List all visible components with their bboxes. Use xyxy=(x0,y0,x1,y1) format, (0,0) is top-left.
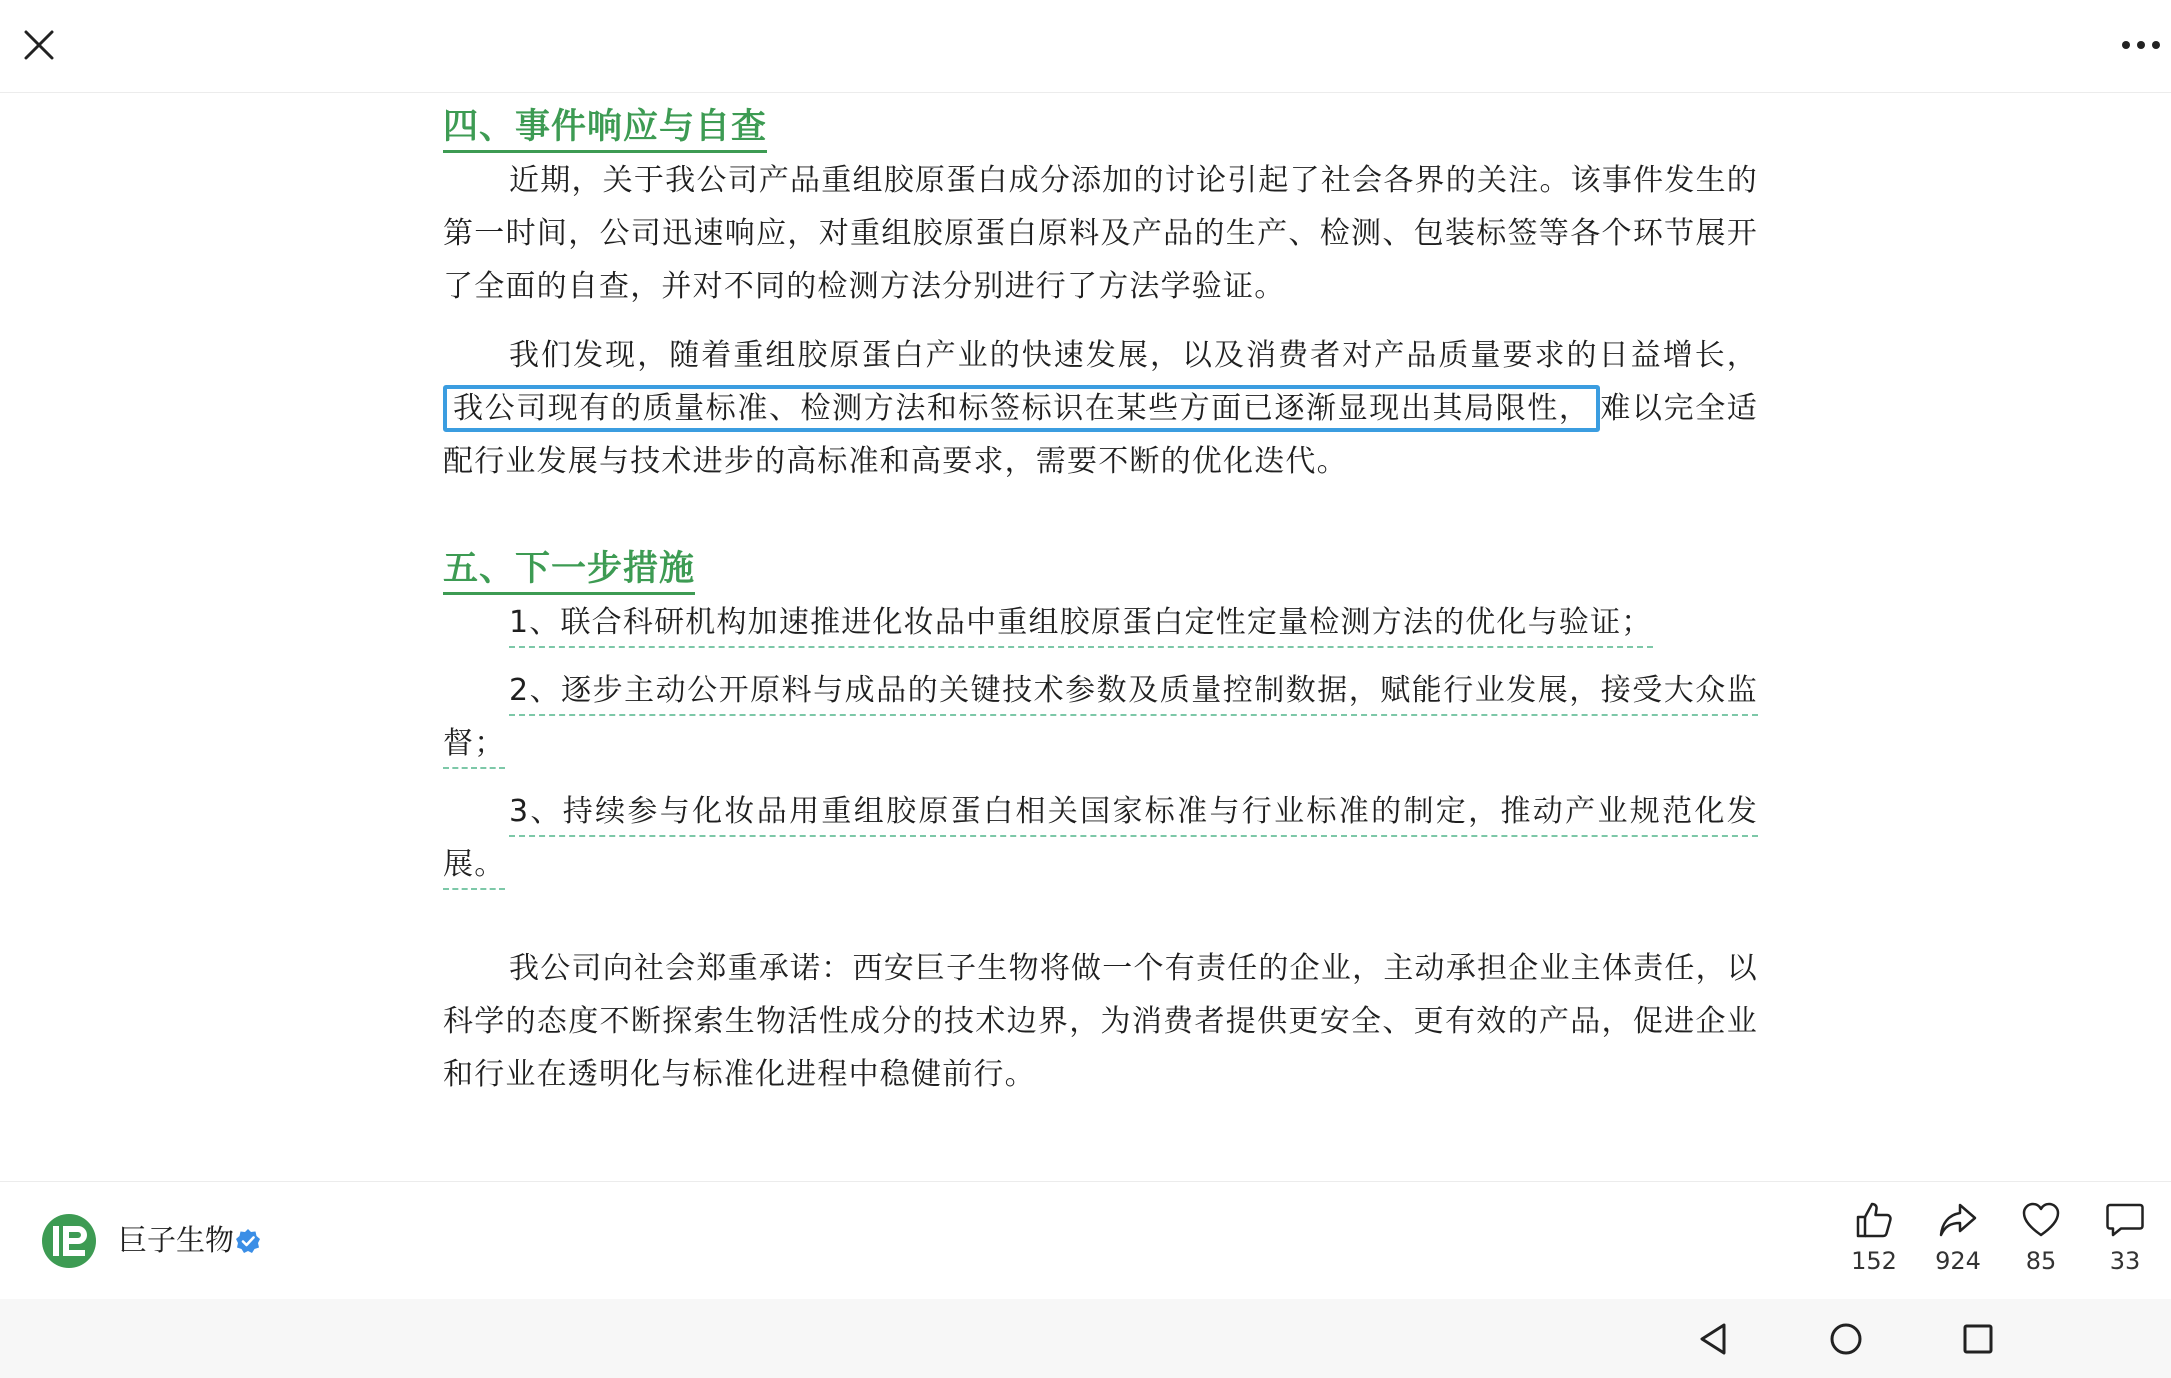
section-title-event-response: 四、事件响应与自查 xyxy=(443,105,767,153)
back-triangle-icon xyxy=(1697,1322,1731,1356)
thumbs-up-icon xyxy=(1854,1200,1894,1240)
home-nav-button[interactable] xyxy=(1824,1317,1868,1361)
top-bar xyxy=(0,0,2171,93)
heart-icon xyxy=(2021,1200,2061,1240)
comment-count: 33 xyxy=(2109,1247,2141,1275)
verified-badge-icon xyxy=(235,1228,261,1254)
findings-text-start: 我们发现，随着重组胶原蛋白产业的快速发展，以及消费者对产品质量要求的日益增长， xyxy=(509,338,1758,373)
recents-nav-button[interactable] xyxy=(1956,1317,2000,1361)
share-count: 924 xyxy=(1935,1247,1981,1275)
paragraph-commitment: 我公司向社会郑重承诺：西安巨子生物将做一个有责任的企业，主动承担企业主体责任，以科学的态度不断探索生物活性成分的技术边界，为消费者提供更安全、更有效的产品，促进企业和行业在透明化与标准化进程中稳健前行。 xyxy=(443,951,1758,1092)
company-logo-icon xyxy=(40,1212,98,1270)
avatar[interactable] xyxy=(40,1212,98,1270)
next-step-item-2-text: 2、逐步主动公开原料与成品的关键技术参数及质量控制数据，赋能行业发展，接受大众监督； xyxy=(443,673,1758,769)
author-name[interactable]: 巨子生物 xyxy=(118,1223,235,1257)
share-icon xyxy=(1938,1200,1978,1240)
share-button[interactable] xyxy=(1923,1200,1993,1290)
more-options-button[interactable] xyxy=(2111,16,2171,74)
like-button[interactable] xyxy=(1839,1200,1909,1290)
system-nav-bar xyxy=(0,1299,2171,1378)
home-circle-icon xyxy=(1829,1322,1863,1356)
more-horizontal-icon xyxy=(2121,40,2161,50)
back-nav-button[interactable] xyxy=(1692,1317,1736,1361)
section-title-next-steps: 五、下一步措施 xyxy=(443,547,695,595)
next-step-item-3 xyxy=(443,785,1758,891)
findings-text-end: 难以完全适配行业发展与技术进步的高标准和高要求，需要不断的优化迭代。 xyxy=(443,391,1758,479)
next-step-item-1-text: 1、联合科研机构加速推进化妆品中重组胶原蛋白定性定量检测方法的优化与验证； xyxy=(509,605,1653,648)
favorite-button[interactable] xyxy=(2006,1200,2076,1290)
like-count: 152 xyxy=(1851,1247,1897,1275)
next-step-item-1 xyxy=(443,596,1758,649)
paragraph-findings xyxy=(443,329,1758,488)
verified-badge xyxy=(235,1228,261,1254)
paragraph-self-check: 近期，关于我公司产品重组胶原蛋白成分添加的讨论引起了社会各界的关注。该事件发生的第一时间，公司迅速响应，对重组胶原蛋白原料及产品的生产、检测、包装标签等各个环节展开了全面的自查，并对不同的检测方法分别进行了方法学验证。 xyxy=(443,163,1758,304)
next-step-item-2 xyxy=(443,664,1758,770)
comment-icon xyxy=(2105,1200,2145,1240)
comment-button[interactable] xyxy=(2090,1200,2160,1290)
article-content xyxy=(443,93,1758,1181)
recents-square-icon xyxy=(1961,1322,1995,1356)
author-action-bar xyxy=(0,1181,2171,1299)
next-step-item-3-text: 3、持续参与化妆品用重组胶原蛋白相关国家标准与行业标准的制定，推动产业规范化发展。 xyxy=(443,794,1758,890)
favorite-count: 85 xyxy=(2025,1247,2057,1275)
close-button[interactable] xyxy=(14,16,64,74)
highlighted-sentence: 我公司现有的质量标准、检测方法和标签标识在某些方面已逐渐显现出其局限性， xyxy=(443,385,1600,432)
close-icon xyxy=(24,30,54,60)
